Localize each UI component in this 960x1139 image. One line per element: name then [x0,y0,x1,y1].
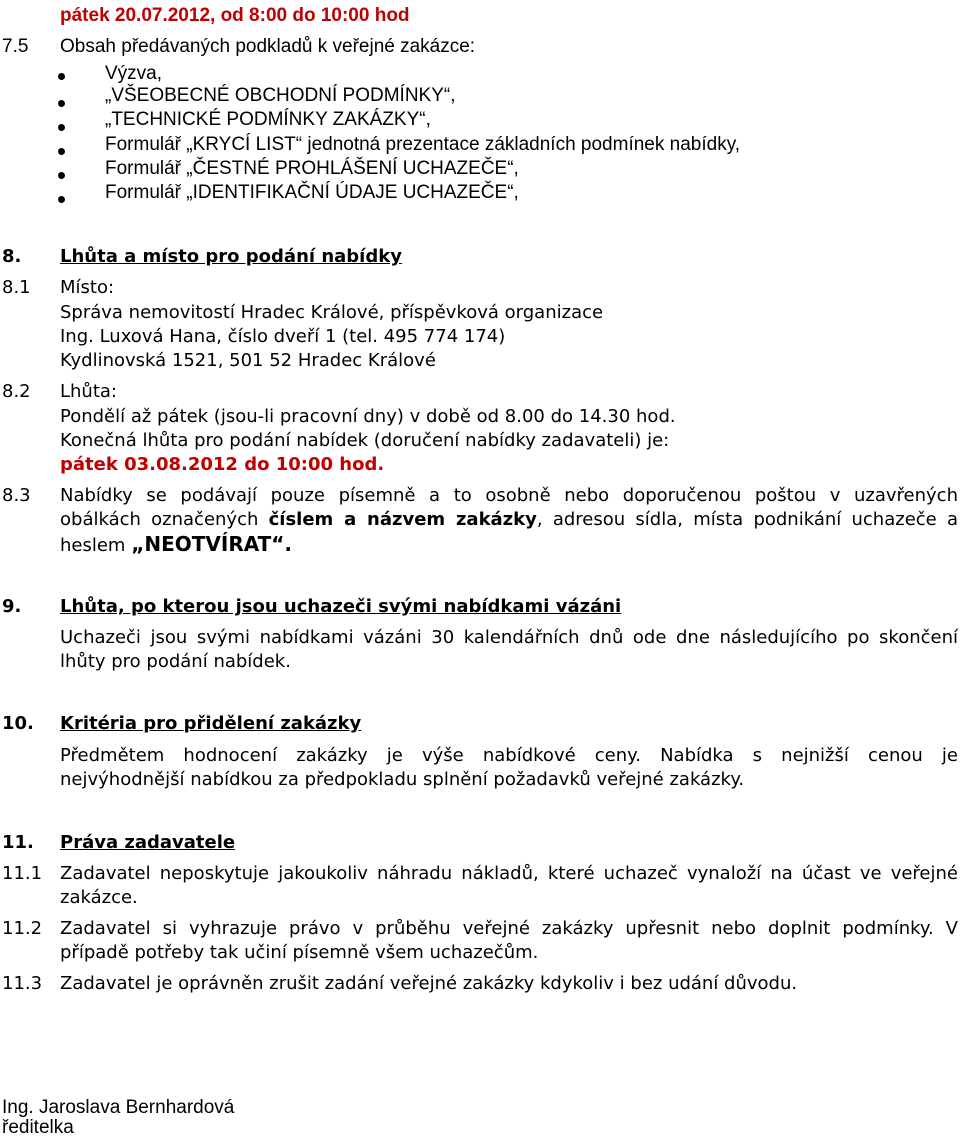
list-item: Formulář „KRYCÍ LIST“ jednotná prezentace základních podmínek nabídky, [105,134,741,155]
bullet-icon [58,100,65,107]
section-11-title: Práva zadavatele [60,832,236,853]
subsection-8-3-line [60,508,958,532]
paragraph-line: lhůty pro podání nabídek. [60,651,291,672]
list-item: „TECHNICKÉ PODMÍNKY ZAKÁZKY“, [105,109,431,130]
bullet-icon [58,148,65,155]
section-9-number: 9. [2,596,22,617]
text-span: obálkách označených [60,509,269,530]
deadline-text: Pondělí až pátek (jsou-li pracovní dny) v době od 8.00 do 14.30 hod. [60,406,676,427]
paragraph-line: Předmětem hodnocení zakázky je výše nabídkové ceny. Nabídka s nejnižší cenou je [60,745,958,766]
header-date: pátek 20.07.2012, od 8:00 do 10:00 hod [60,5,410,26]
bullet-icon [58,124,65,131]
paragraph-line: zakázce. [60,887,138,908]
section-10-number: 10. [2,713,34,734]
list-item: Výzva, [105,63,163,84]
signature-name: Ing. Jaroslava Bernhardová [2,1097,235,1118]
subsection-11-1-number: 11.1 [2,863,43,884]
text-span: , adresou sídla, místa podnikání uchazeče a [536,509,958,530]
paragraph-line: Uchazeči jsou svými nabídkami vázáni 30 kalendářních dnů ode dne následujícího po skončení [60,627,958,648]
list-item: Formulář „IDENTIFIKAČNÍ ÚDAJE UCHAZEČE“, [105,182,519,203]
emphasis-text: číslem a názvem zakázky [268,509,537,530]
address-line: Správa nemovitostí Hradec Králové, příspěvková organizace [60,302,604,323]
section-10-title: Kritéria pro přidělení zakázky [60,713,362,734]
list-item: Formulář „ČESTNÉ PROHLÁŠENÍ UCHAZEČE“, [105,158,519,179]
section-8-title: Lhůta a místo pro podání nabídky [60,246,402,267]
paragraph-line: případě potřeby tak učiní písemně všem uchazečům. [60,942,539,963]
list-item: „VŠEOBECNÉ OBCHODNÍ PODMÍNKY“, [105,85,456,106]
address-line: Kydlinovská 1521, 501 52 Hradec Králové [60,350,436,371]
paragraph-line: Zadavatel si vyhrazuje právo v průběhu veřejné zakázky upřesnit nebo doplnit podmínky. V [60,918,958,939]
subsection-11-2-number: 11.2 [2,918,43,939]
section-7-5-number: 7.5 [2,36,29,57]
subsection-8-2-label: Lhůta: [60,381,117,402]
paragraph-line: Zadavatel je oprávněn zrušit zadání veřejné zakázky kdykoliv i bez udání důvodu. [60,973,798,994]
subsection-8-1-number: 8.1 [2,277,31,298]
bullet-icon [58,73,65,80]
section-9-title: Lhůta, po kterou jsou uchazeči svými nabídkami vázáni [60,596,622,617]
address-line: Ing. Luxová Hana, číslo dveří 1 (tel. 495 774 174) [60,326,506,347]
subsection-8-2-number: 8.2 [2,381,31,402]
deadline-text: Konečná lhůta pro podání nabídek (doručení nabídky zadavateli) je: [60,430,670,451]
subsection-11-3-number: 11.3 [2,973,43,994]
section-8-number: 8. [2,246,22,267]
subsection-8-3-line: Nabídky se podávají pouze písemně a to osobně nebo doporučenou poštou v uzavřených [60,485,958,506]
keyword-text: „NEOTVÍRAT“. [131,532,293,556]
text-span: heslem [60,535,132,556]
subsection-8-1-label: Místo: [60,277,115,298]
bullet-icon [58,172,65,179]
deadline-date: pátek 03.08.2012 do 10:00 hod. [60,454,385,475]
paragraph-line: nejvýhodnější nabídkou za předpokladu splnění požadavků veřejné zakázky. [60,769,745,790]
subsection-8-3-line [60,532,292,558]
section-11-number: 11. [2,832,34,853]
paragraph-line: Zadavatel neposkytuje jakoukoliv náhradu nákladů, které uchazeč vynaloží na účast ve veřejné [60,863,958,884]
subsection-8-3-number: 8.3 [2,485,31,506]
bullet-icon [58,196,65,203]
section-7-5-title: Obsah předávaných podkladů k veřejné zakázce: [60,36,476,57]
signature-role: ředitelka [2,1117,74,1138]
